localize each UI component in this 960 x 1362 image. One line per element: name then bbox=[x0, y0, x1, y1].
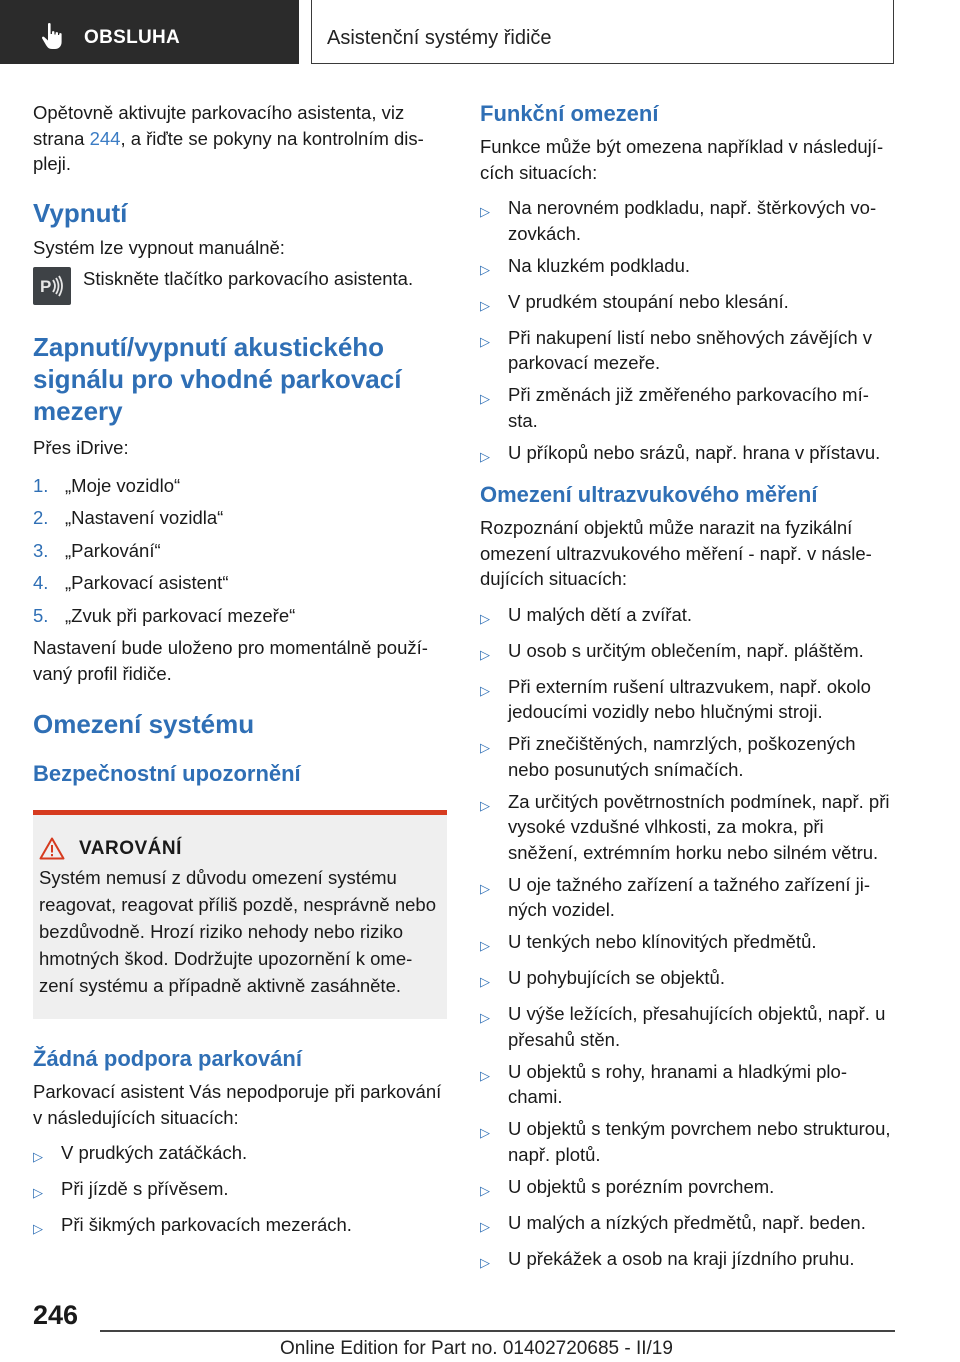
pointing-hand-icon bbox=[40, 22, 66, 50]
list-item bbox=[33, 603, 447, 629]
button-instruction bbox=[33, 266, 447, 305]
list-item-text: U malých a nízkých předmětů, např. beden. bbox=[508, 1211, 866, 1233]
chapter-tab bbox=[0, 0, 299, 64]
step-number: 1. bbox=[33, 474, 49, 496]
intro-text: Opětovně aktivujte parkovacího asistenta, viz strana bbox=[33, 102, 405, 149]
page-number: 246 bbox=[33, 1300, 79, 1330]
warning-text: Systém nemusí z důvodu omezení systému reagovat, reagovat příliš pozdě, nesprávně nebo bezdůvodně. Hrozí riziko nehody nebo riziko hmotných škod. Dodržujte upozornění k omezení systému a případně aktivně zasáhněte. bbox=[39, 867, 436, 996]
heading-omezeni-systemu: Omezení systému bbox=[33, 709, 255, 739]
list-item-text: U pohybujících se objektů. bbox=[508, 967, 725, 988]
list-item-text: U osob s určitým oblečením, např. pláštěm. bbox=[508, 639, 864, 661]
step-text: „Zvuk při parkovací mezeře“ bbox=[65, 604, 296, 626]
list-item-text: U příkopů nebo srázů, např. hrana v přístavu. bbox=[508, 441, 881, 463]
list-item-text: Za určitých povětrnostních podmínek, např. při vysoké vzdušné vlhkosti, za mokra, při sněžení, extrémním horku nebo silném větru. bbox=[508, 790, 890, 863]
intro-paragraph bbox=[33, 100, 447, 177]
list-item-text: Při změnách již změřeného parkovacího místa. bbox=[508, 384, 869, 431]
list-item-text: U objektů s tenkým povrchem nebo strukturou, např. plotů. bbox=[508, 1118, 891, 1165]
settings-note: Nastavení bude uloženo pro momentálně používaný profil řidiče. bbox=[33, 637, 428, 684]
list-item-text: U malých dětí a zvířat. bbox=[508, 603, 693, 625]
section-title-tab bbox=[311, 0, 894, 64]
ultra-text: Rozpoznání objektů může narazit na fyzikální omezení ultrazvukového měření - např. v následujících situacích: bbox=[480, 517, 872, 589]
list-item-text: U tenkých nebo klínovitých předmětů. bbox=[508, 931, 817, 952]
list-item bbox=[33, 505, 447, 531]
bullet-triangle-icon: ▷ bbox=[480, 797, 490, 813]
bullet-triangle-icon: ▷ bbox=[480, 391, 490, 406]
list-item-text: Při externím rušení ultrazvukem, např. okolo jedoucími vozidly nebo hlučnými stroji. bbox=[508, 675, 871, 722]
bullet-triangle-icon: ▷ bbox=[480, 204, 490, 219]
bullet-triangle-icon: ▷ bbox=[480, 1067, 490, 1083]
list-item-text: U překážek a osob na kraji jízdního pruhu. bbox=[508, 1247, 855, 1269]
list-item bbox=[33, 1140, 447, 1170]
heading-funkcni-omezeni: Funkční omezení bbox=[480, 101, 659, 126]
warning-triangle-icon bbox=[39, 837, 65, 860]
step-text: „Parkovací asistent“ bbox=[65, 572, 229, 593]
list-item bbox=[480, 872, 892, 923]
list-item bbox=[480, 1001, 892, 1052]
list-item-text: U objektů s porézním povrchem. bbox=[508, 1175, 775, 1197]
list-item bbox=[480, 965, 892, 995]
list-item bbox=[480, 1174, 892, 1204]
step-number: 5. bbox=[33, 604, 49, 626]
heading-zadna-podpora: Žádná podpora parkování bbox=[33, 1046, 302, 1071]
bullet-triangle-icon: ▷ bbox=[480, 974, 490, 989]
page-link-244[interactable]: 244 bbox=[89, 127, 121, 149]
right-column bbox=[480, 100, 892, 1282]
bullet-triangle-icon: ▷ bbox=[33, 1221, 43, 1236]
heading-bezpecnostni-upozorneni: Bezpečnostní upozornění bbox=[33, 761, 301, 786]
bullet-triangle-icon: ▷ bbox=[480, 646, 490, 662]
list-item bbox=[480, 440, 892, 470]
list-item bbox=[480, 195, 892, 246]
bullet-triangle-icon: ▷ bbox=[480, 261, 490, 277]
list-item-text: V prudkých zatáčkách. bbox=[61, 1142, 248, 1163]
parking-assistant-button-icon bbox=[33, 267, 71, 305]
no-support-text: Parkovací asistent Vás nepodporuje při parkování v následujících situacích: bbox=[33, 1081, 442, 1128]
list-item bbox=[33, 473, 447, 499]
list-item bbox=[480, 789, 892, 866]
section-title: Asistenční systémy řidiče bbox=[327, 27, 552, 49]
list-item-text: U výše ležících, přesahujících objektů, např. u přesahů stěn. bbox=[508, 1003, 886, 1050]
list-item bbox=[480, 253, 892, 283]
intro-text-end: , a řiďte se pokyny na kontrolním displeji. bbox=[33, 127, 424, 174]
no-support-list bbox=[33, 1140, 447, 1242]
button-instruction-text: Stiskněte tlačítko parkovacího asistenta. bbox=[83, 268, 414, 289]
heading-acoustic-signal: Zapnutí/vypnutí akustického signálu pro vhodné parkovací mezery bbox=[33, 332, 402, 426]
func-limits-list bbox=[480, 195, 892, 469]
list-item bbox=[33, 1212, 447, 1242]
bullet-triangle-icon: ▷ bbox=[480, 1125, 490, 1140]
bullet-triangle-icon: ▷ bbox=[480, 448, 490, 464]
bullet-triangle-icon: ▷ bbox=[480, 1254, 490, 1270]
left-column bbox=[33, 100, 447, 1248]
step-text: „Parkování“ bbox=[65, 539, 161, 561]
list-item bbox=[33, 1176, 447, 1206]
list-item-text: Na kluzkém podkladu. bbox=[508, 254, 691, 276]
heading-vypnuti: Vypnutí bbox=[33, 197, 128, 228]
bullet-triangle-icon: ▷ bbox=[480, 1182, 490, 1198]
list-item-text: U objektů s rohy, hranami a hladkými plochami. bbox=[508, 1060, 847, 1107]
list-item bbox=[33, 570, 447, 596]
warning-title: VAROVÁNÍ bbox=[79, 837, 182, 859]
list-item bbox=[480, 289, 892, 319]
list-item bbox=[480, 1246, 892, 1276]
list-item bbox=[480, 1210, 892, 1240]
step-number: 4. bbox=[33, 572, 49, 593]
list-item bbox=[480, 638, 892, 668]
bullet-triangle-icon: ▷ bbox=[480, 740, 490, 755]
warning-box bbox=[33, 810, 447, 1019]
list-item-text: Při nakupení listí nebo sněhových závějích v parkovací mezeře. bbox=[508, 326, 873, 373]
step-text: „Nastavení vozidla“ bbox=[65, 507, 224, 528]
vypnuti-text: Systém lze vypnout manuálně: bbox=[33, 236, 285, 258]
bullet-triangle-icon: ▷ bbox=[33, 1185, 43, 1200]
list-item-text: U oje tažného zařízení a tažného zařízení jiných vozidel. bbox=[508, 873, 870, 920]
idrive-text: Přes iDrive: bbox=[33, 437, 129, 458]
idrive-steps bbox=[33, 473, 447, 629]
list-item bbox=[480, 674, 892, 725]
list-item-text: V prudkém stoupání nebo klesání. bbox=[508, 290, 789, 312]
list-item bbox=[480, 382, 892, 433]
footer-divider bbox=[100, 1330, 895, 1332]
bullet-triangle-icon: ▷ bbox=[480, 610, 490, 626]
step-number: 3. bbox=[33, 539, 49, 561]
list-item-text: Při jízdě s přívěsem. bbox=[61, 1178, 229, 1199]
bullet-triangle-icon: ▷ bbox=[480, 333, 490, 349]
step-number: 2. bbox=[33, 507, 49, 528]
ultrasonic-limits-list bbox=[480, 602, 892, 1276]
list-item bbox=[33, 538, 447, 564]
list-item bbox=[480, 602, 892, 632]
list-item-text: Při šikmých parkovacích mezerách. bbox=[61, 1214, 352, 1235]
bullet-triangle-icon: ▷ bbox=[480, 1218, 490, 1234]
list-item-text: Při znečištěných, namrzlých, poškozených nebo posunutých snímačích. bbox=[508, 733, 856, 780]
list-item bbox=[480, 1059, 892, 1110]
bullet-triangle-icon: ▷ bbox=[480, 682, 490, 698]
bullet-triangle-icon: ▷ bbox=[33, 1149, 43, 1164]
heading-omezeni-ultrazvuk: Omezení ultrazvukového měření bbox=[480, 482, 818, 507]
svg-text:P: P bbox=[40, 277, 52, 296]
list-item bbox=[480, 731, 892, 782]
func-text: Funkce může být omezena například v následujících situacích: bbox=[480, 136, 884, 183]
chapter-tab-label: OBSLUHA bbox=[84, 27, 181, 48]
bullet-triangle-icon: ▷ bbox=[480, 880, 490, 896]
list-item bbox=[480, 1116, 892, 1167]
list-item bbox=[480, 325, 892, 376]
bullet-triangle-icon: ▷ bbox=[480, 1010, 490, 1025]
step-text: „Moje vozidlo“ bbox=[65, 474, 181, 496]
warning-title-row bbox=[39, 837, 439, 860]
bullet-triangle-icon: ▷ bbox=[480, 938, 490, 953]
edition-text: Online Edition for Part no. 01402720685 - II/19 bbox=[280, 1338, 673, 1359]
list-item bbox=[480, 929, 892, 959]
page-header bbox=[0, 0, 960, 66]
list-item-text: Na nerovném podkladu, např. štěrkových vozovkách. bbox=[508, 197, 877, 244]
bullet-triangle-icon: ▷ bbox=[480, 297, 490, 313]
